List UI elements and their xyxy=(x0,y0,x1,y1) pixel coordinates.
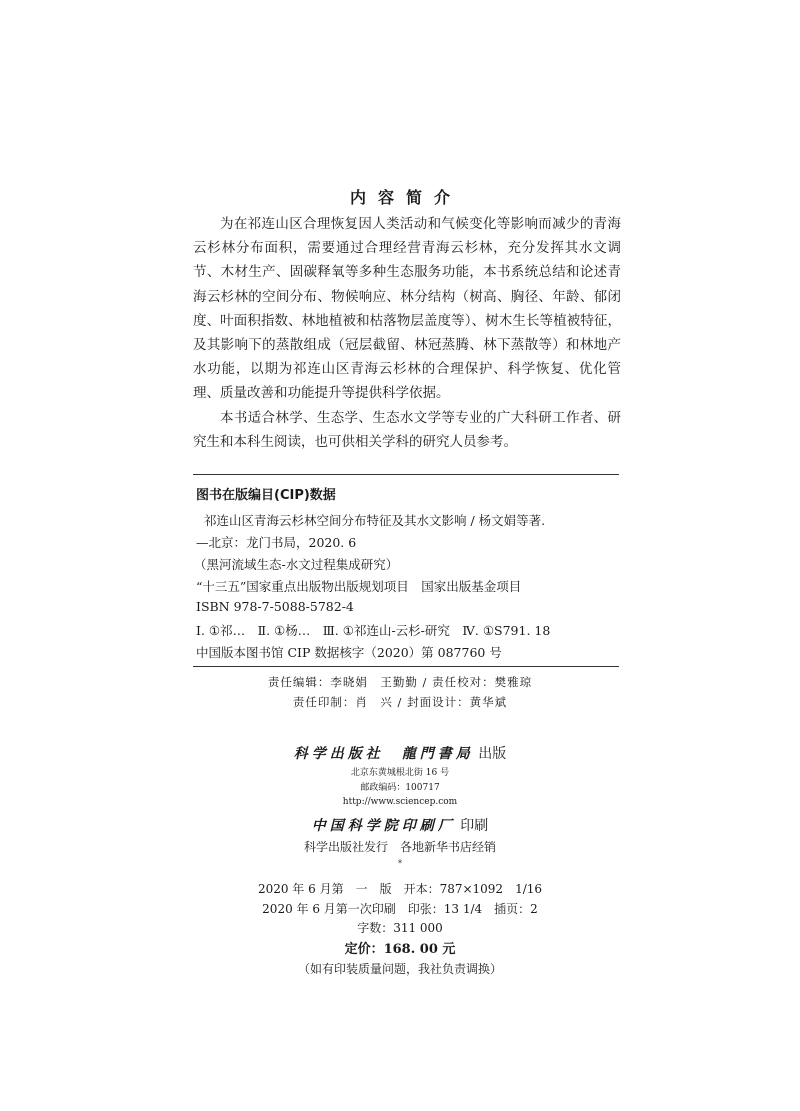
distribution-line: 科学出版社发行 各地新华书店经销 xyxy=(303,840,496,854)
cip-top-rule xyxy=(193,474,619,475)
publisher-postcode: 邮政编码：100717 xyxy=(360,783,440,793)
printer-name: 中国科学院印刷厂 xyxy=(311,818,456,834)
summary-title: 内容简介 xyxy=(349,188,462,207)
word-count: 字数：311 000 xyxy=(357,921,443,935)
summary-body xyxy=(193,212,621,454)
edition-line: 2020 年 6 月第 一 版 开本：787×1092 1/16 xyxy=(257,882,543,896)
price: 定价：168. 00 元 xyxy=(344,942,456,957)
cip-line: （黑河流域生态-水文过程集成研究） xyxy=(194,557,399,572)
summary-paragraph: 为在祁连山区合理恢复因人类活动和气候变化等影响而减少的青海云杉林分布面积，需要通过合理经营青海云杉林，充分发挥其水文调节、木材生产、固碳释氧等多种生态服务功能，本书系统总结和论述青海云杉林的空间分布、物候响应、林分结构（树高、胸径、年龄、郁闭度、叶面积指数、林地植被和枯落物层盖度等）、树木生长等植被特征，及其影响下的蒸散组成（冠层截留、林冠蒸腾、林下蒸散等）和林地产水功能，以期为祁连山区青海云杉林的合理保护、科学恢复、优化管理、质量改善和功能提升等提供科学依据。 xyxy=(193,216,621,402)
cip-bottom-rule xyxy=(193,666,619,667)
printing-line: 2020 年 6 月第一次印刷 印张：13 1/4 插页：2 xyxy=(262,902,538,916)
cip-title: 图书在版编目(CIP)数据 xyxy=(196,488,336,503)
printer-suffix: 印刷 xyxy=(460,818,489,834)
separator-star: * xyxy=(398,859,402,868)
publisher-line xyxy=(0,743,800,763)
cip-line: ISBN 978-7-5088-5782-4 xyxy=(196,599,354,614)
printing-credits: 责任印制：肖 兴 / 封面设计：黄华斌 xyxy=(292,695,508,709)
cip-line: 祁连山区青海云杉林空间分布特征及其水文影响 / 杨文娟等著. xyxy=(204,513,546,528)
cip-line: 中国版本图书馆 CIP 数据核字（2020）第 087760 号 xyxy=(196,645,502,660)
editor-credits: 责任编辑：李晓娟 王勤勤 / 责任校对：樊雅琼 xyxy=(267,675,533,689)
summary-paragraph: 本书适合林学、生态学、生态水文学等专业的广大科研工作者、研究生和本科生阅读，也可供相关学科的研究人员参考。 xyxy=(193,409,621,450)
cip-line: —北京：龙门书局，2020. 6 xyxy=(196,535,357,550)
publisher-suffix: 出版 xyxy=(478,746,507,762)
publisher-address: 北京东黄城根北街 16 号 xyxy=(350,768,450,778)
cip-line: Ⅰ. ①祁… Ⅱ. ①杨… Ⅲ. ①祁连山-云杉-研究 Ⅳ. ①S791. 18 xyxy=(196,623,551,638)
publisher-names: 科学出版社 龍門書局 xyxy=(293,746,474,762)
quality-notice: （如有印装质量问题，我社负责调换） xyxy=(297,962,502,976)
publisher-website: http://www.sciencep.com xyxy=(342,797,458,807)
cip-line: “十三五”国家重点出版物出版规划项目 国家出版基金项目 xyxy=(196,579,522,594)
printer-line xyxy=(0,815,800,835)
